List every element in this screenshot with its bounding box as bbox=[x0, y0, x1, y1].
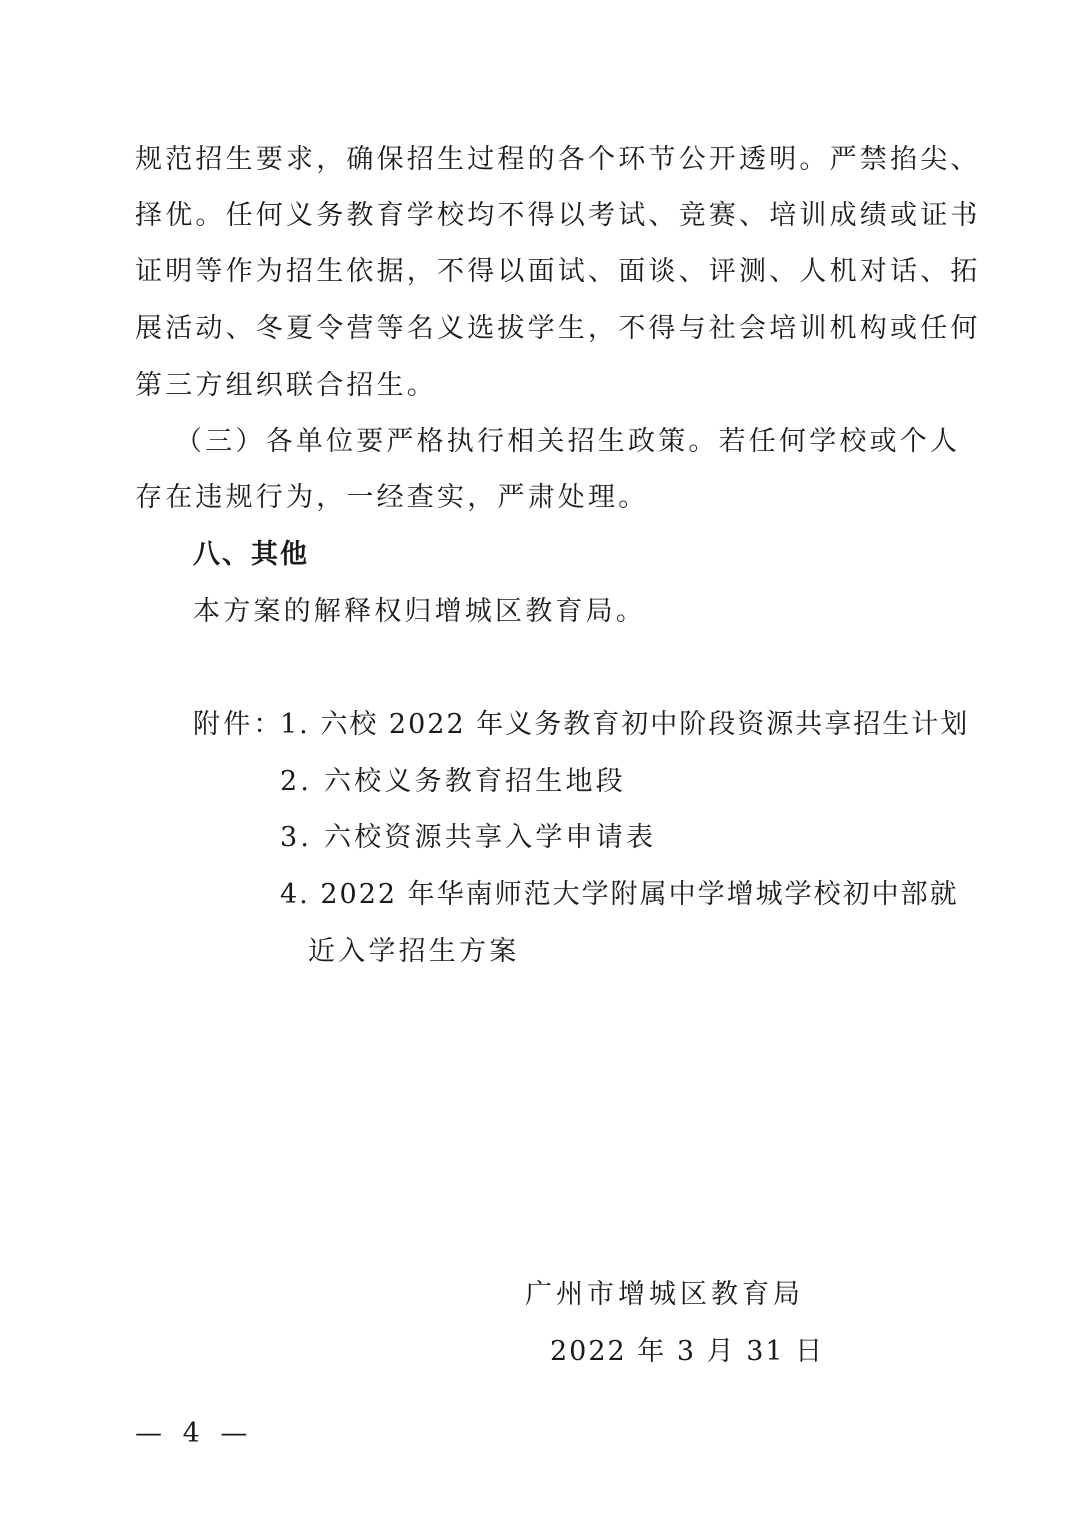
section-text: 本方案的解释权归增城区教育局。 bbox=[193, 596, 646, 627]
page-number: — 4 — bbox=[135, 1418, 254, 1449]
attachment-item: 2. 六校义务教育招生地段 bbox=[280, 766, 626, 797]
paragraph-line: 展活动、冬夏令营等名义选拔学生，不得与社会培训机构或任何 bbox=[135, 313, 981, 344]
attachment-item: 3. 六校资源共享入学申请表 bbox=[280, 822, 657, 853]
paragraph-line: 择优。任何义务教育学校均不得以考试、竞赛、培训成绩或证书 bbox=[135, 200, 981, 231]
paragraph-line: 存在违规行为，一经查实，严肃处理。 bbox=[135, 482, 649, 513]
section-heading: 八、其他 bbox=[193, 539, 309, 570]
paragraph-line: 第三方组织联合招生。 bbox=[135, 370, 437, 401]
paragraph-line: （三）各单位要严格执行相关招生政策。若任何学校或个人 bbox=[175, 426, 961, 457]
attachments-label: 附件： bbox=[193, 709, 284, 740]
attachment-item: 1. 六校 2022 年义务教育初中阶段资源共享招生计划 bbox=[280, 709, 970, 740]
signature-date: 2022 年 3 月 31 日 bbox=[550, 1336, 825, 1367]
attachment-item-continuation: 近入学招生方案 bbox=[308, 936, 520, 967]
attachment-item: 4. 2022 年华南师范大学附属中学增城学校初中部就 bbox=[280, 879, 959, 910]
paragraph-line: 证明等作为招生依据，不得以面试、面谈、评测、人机对话、拓 bbox=[135, 256, 981, 287]
signature-organization: 广州市增城区教育局 bbox=[525, 1279, 804, 1310]
paragraph-line: 规范招生要求，确保招生过程的各个环节公开透明。严禁掐尖、 bbox=[135, 144, 981, 175]
